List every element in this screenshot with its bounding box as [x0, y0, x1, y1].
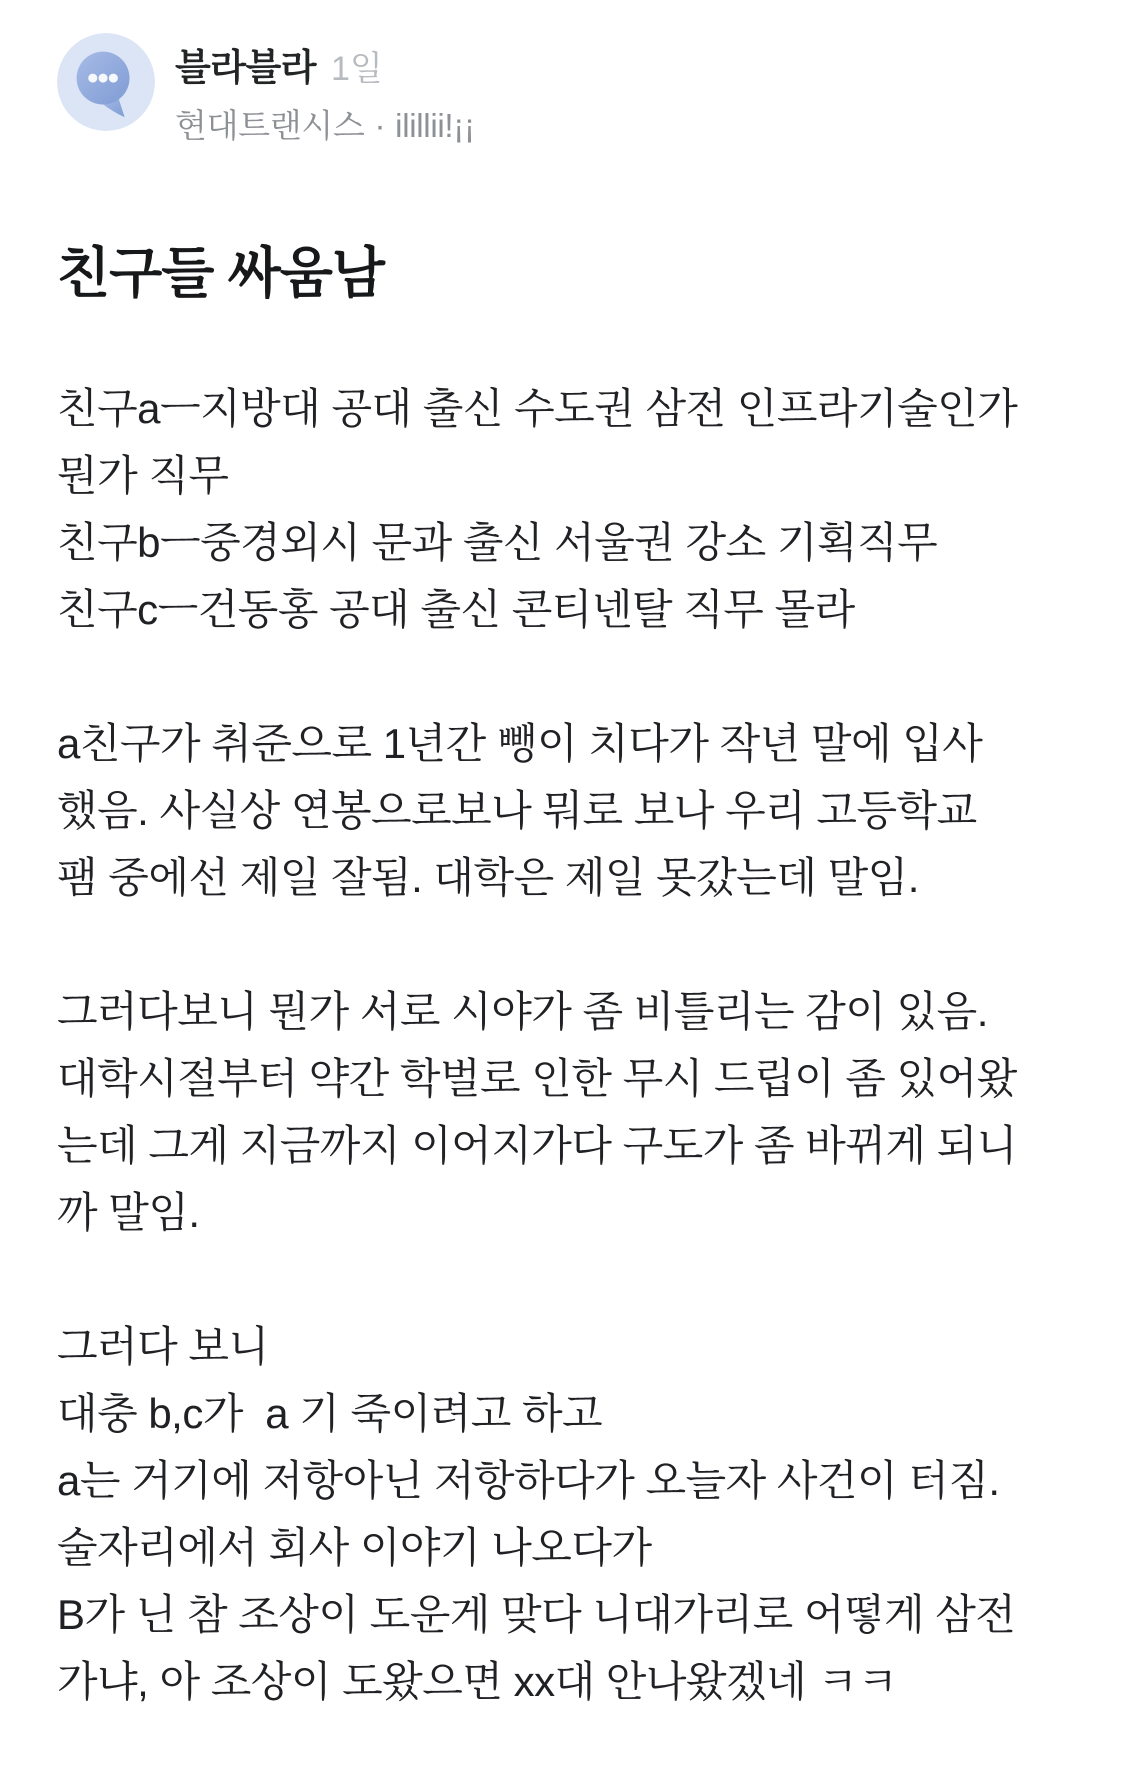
body-line: 는데 그게 지금까지 이어지가다 구도가 좀 바뀌게 되니 — [57, 1122, 1017, 1169]
body-line: 그러다 보니 — [57, 1323, 269, 1370]
paragraph-friend-a-job — [57, 710, 1068, 911]
paragraph-friend-list — [57, 375, 1068, 643]
body-line: 친구aㅡ지방대 공대 출신 수도권 삼전 인프라기술인가 — [57, 385, 1018, 432]
body-line: 했음. 사실상 연봉으로보나 뭐로 보나 우리 고등학교 — [57, 787, 977, 834]
subtitle-separator: · — [374, 107, 386, 144]
body-line: 그러다보니 뭔가 서로 시야가 좀 비틀리는 감이 있음. — [57, 988, 988, 1035]
body-line: 팸 중에선 제일 잘됨. 대학은 제일 못갔는데 말임. — [57, 854, 919, 901]
body-line: 대학시절부터 약간 학벌로 인한 무시 드립이 좀 있어왔 — [57, 1055, 1017, 1102]
author-name[interactable]: 블라블라 — [175, 47, 316, 88]
post-time: 1일 — [330, 50, 383, 88]
author-id: ilillii!¡¡ — [395, 107, 475, 144]
author-subtitle — [175, 100, 475, 147]
header-row-author — [175, 37, 475, 91]
body-line: 대충 b,c가 a 기 죽이려고 하고 — [57, 1390, 603, 1437]
paragraph-incident — [57, 1313, 1068, 1715]
avatar[interactable] — [57, 33, 155, 131]
post-title: 친구들 싸움남 — [57, 242, 385, 304]
company-name[interactable]: 현대트랜시스 — [175, 107, 365, 144]
body-line: 뭔가 직무 — [57, 452, 229, 499]
body-line: 친구bㅡ중경외시 문과 출신 서울권 강소 기획직무 — [57, 519, 938, 566]
body-line: 술자리에서 회사 이야기 나오다가 — [57, 1524, 652, 1571]
post-body — [57, 375, 1068, 1715]
body-line: 까 말임. — [57, 1189, 200, 1236]
body-line: a친구가 취준으로 1년간 뺑이 치다가 작년 말에 입사 — [57, 720, 983, 767]
body-line: B가 닌 참 조상이 도운게 맞다 니대가리로 어떻게 삼전 — [57, 1591, 1016, 1638]
body-line: 친구cㅡ건동홍 공대 출신 콘티넨탈 직무 몰라 — [57, 586, 855, 633]
paragraph-tension — [57, 978, 1068, 1246]
speech-bubble-icon — [57, 33, 155, 131]
body-line: 가냐, 아 조상이 도왔으면 xx대 안나왔겠네 ㅋㅋ — [57, 1658, 898, 1705]
post-header — [57, 33, 1068, 147]
body-line: a는 거기에 저항아닌 저항하다가 오늘자 사건이 터짐. — [57, 1457, 1000, 1504]
header-meta — [175, 33, 475, 147]
